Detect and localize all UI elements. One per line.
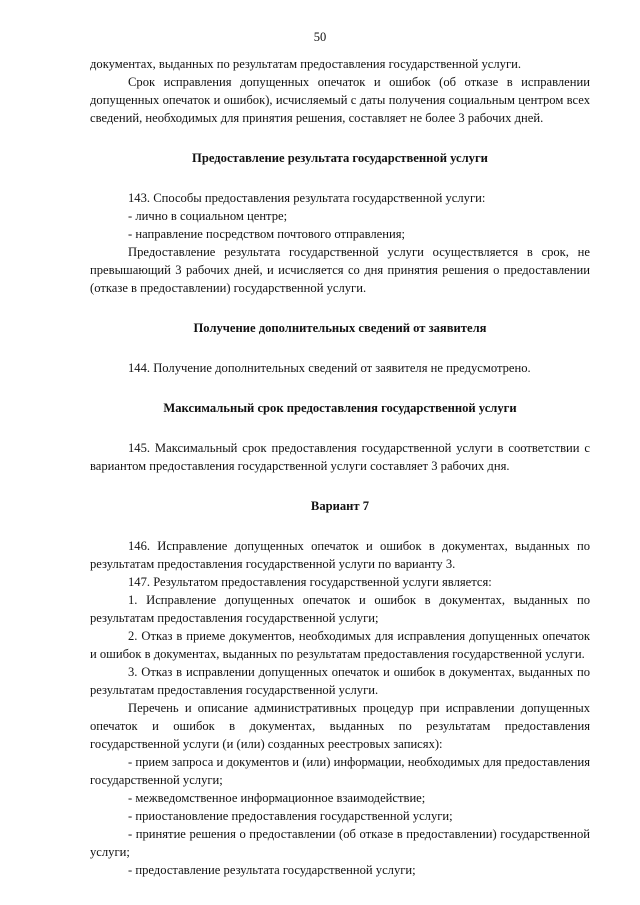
section-heading: Вариант 7 (310, 499, 370, 513)
paragraph: Предоставление результата государственной услуги осуществляется в срок, не превышающий 3 рабочих дней, и исчисляется со дня принятия решения о предоставлении (отказе в предоставлении) государственной услуги. (90, 245, 590, 295)
list-item: - приостановление предоставления государственной услуги; (128, 809, 453, 823)
page-number: 50 (313, 30, 327, 44)
paragraph: 143. Способы предоставления результата государственной услуги: (128, 191, 486, 205)
section-heading: Получение дополнительных сведений от заявителя (193, 321, 487, 335)
paragraph: 146. Исправление допущенных опечаток и ошибок в документах, выданных по результатам предоставления государственной услуги по варианту 3. (90, 539, 590, 571)
list-item: - межведомственное информационное взаимодействие; (128, 791, 426, 805)
list-item: - прием запроса и документов и (или) информации, необходимых для предоставления государственной услуги; (90, 755, 590, 787)
paragraph: Срок исправления допущенных опечаток и ошибок (об отказе в исправлении допущенных опечаток и ошибок), исчисляемый с даты получения социальным центром всех сведений, необходимых для принятия решения, составляет не более 3 рабочих дней. (90, 75, 590, 125)
paragraph: документах, выданных по результатам предоставления государственной услуги. (90, 57, 522, 71)
list-item: - лично в социальном центре; (128, 209, 288, 223)
section-heading: Максимальный срок предоставления государственной услуги (163, 401, 517, 415)
paragraph: Перечень и описание административных процедур при исправлении допущенных опечаток и ошибок в документах, выданных по результатам предоставления государственной услуги (и (или) созданных реестровых записях): (90, 701, 590, 751)
list-item: 2. Отказ в приеме документов, необходимых для исправления допущенных опечаток и ошибок в документах, выданных по результатам предоставления государственной услуги. (90, 629, 590, 661)
list-item: 1. Исправление допущенных опечаток и ошибок в документах, выданных по результатам предоставления государственной услуги; (90, 593, 590, 625)
list-item: - направление посредством почтового отправления; (128, 227, 406, 241)
section-heading: Предоставление результата государственной услуги (192, 151, 488, 165)
paragraph: 147. Результатом предоставления государственной услуги является: (128, 575, 492, 589)
paragraph: 145. Максимальный срок предоставления государственной услуги в соответствии с вариантом предоставления государственной услуги составляет 3 рабочих дня. (90, 441, 590, 473)
list-item: - принятие решения о предоставлении (об отказе в предоставлении) государственной услуги; (90, 827, 590, 859)
paragraph: 144. Получение дополнительных сведений от заявителя не предусмотрено. (128, 361, 531, 375)
list-item: 3. Отказ в исправлении допущенных опечаток и ошибок в документах, выданных по результатам предоставления государственной услуги. (90, 665, 590, 697)
document-body (90, 55, 590, 879)
list-item: - предоставление результата государственной услуги; (128, 863, 416, 877)
